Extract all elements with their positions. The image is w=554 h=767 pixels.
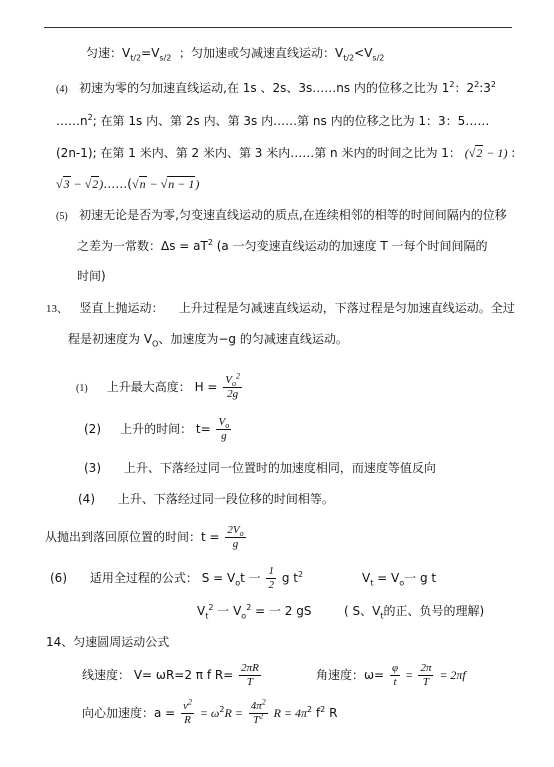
text: = V xyxy=(373,571,400,585)
item-5-line-2 xyxy=(77,238,488,254)
fraction xyxy=(239,662,261,689)
sup: 2 xyxy=(219,705,225,714)
sub: o xyxy=(235,578,241,588)
text: :3 xyxy=(479,81,491,95)
denominator: R xyxy=(184,714,191,726)
text: − xyxy=(146,177,161,191)
numerator: V xyxy=(225,374,233,386)
rise-time-formula xyxy=(84,414,233,444)
fraction xyxy=(225,524,245,551)
paren: ) xyxy=(503,146,508,160)
item-number: (4) xyxy=(56,84,68,95)
numerator: 4π xyxy=(250,700,262,712)
sup: 2 xyxy=(297,570,304,579)
text: − 1 xyxy=(483,146,504,160)
sup: 2 xyxy=(261,697,266,707)
sup: 2 xyxy=(259,711,264,721)
sub: o xyxy=(241,611,247,621)
sqrt-expression: (√2 − 1) xyxy=(464,146,508,160)
text: ……( xyxy=(103,177,132,191)
numerator: 2πR xyxy=(241,662,259,674)
text: 14、匀速圆周运动公式 xyxy=(46,635,170,649)
max-height-formula xyxy=(76,372,244,404)
numerator: 2π xyxy=(420,662,432,674)
denominator: g xyxy=(232,538,239,550)
sign-note xyxy=(344,603,484,619)
text: = ω xyxy=(199,706,220,720)
text: =V xyxy=(141,46,160,60)
item-number: (6) xyxy=(50,571,67,585)
uniform-motion-line xyxy=(86,45,384,61)
sup: 2 xyxy=(208,603,214,612)
text: 的正、负号的理解) xyxy=(383,604,485,618)
text: − xyxy=(70,177,85,191)
denominator: T xyxy=(422,676,430,688)
item-number: (2) xyxy=(84,422,101,436)
numerator: 1 xyxy=(268,565,274,577)
item-number: (3) xyxy=(84,461,101,475)
section-13-title xyxy=(46,300,515,317)
sup: 2 xyxy=(490,80,496,89)
item-number: (4) xyxy=(78,492,95,506)
fraction xyxy=(223,371,242,401)
fraction xyxy=(181,697,194,727)
item-3-line xyxy=(84,460,436,476)
text: 上升过程是匀减速直线运动，下落过程是匀加速直线运动。全过 xyxy=(178,301,515,315)
item-4-line-4 xyxy=(56,176,199,192)
sup: 2 xyxy=(207,238,213,247)
sup: 2 xyxy=(87,113,93,122)
denominator: t xyxy=(393,676,397,688)
radicand: n − 1 xyxy=(168,177,195,191)
paren: ) xyxy=(99,177,104,191)
item-4-line-2 xyxy=(56,113,489,129)
fraction xyxy=(249,697,268,727)
sup: 2 xyxy=(449,80,455,89)
sqrt-expression: √3 − √2) xyxy=(56,177,104,191)
radicand: n xyxy=(139,177,146,191)
radicand: 2 xyxy=(476,146,483,160)
text: (2n-1); 在第 1 米内、第 2 米内、第 3 米内……第 n 米内的时间之比为 1： xyxy=(56,146,461,160)
sub: t/2 xyxy=(130,53,142,63)
item-4-equal-time-line xyxy=(78,491,334,507)
denominator: g xyxy=(221,430,227,442)
text: ……n xyxy=(56,114,88,128)
numerator: V xyxy=(218,416,226,428)
section-number: 13、 xyxy=(46,303,68,315)
text: ( S、V xyxy=(344,604,381,618)
sup: 2 xyxy=(320,705,326,714)
sub: t xyxy=(380,611,384,621)
sub: t xyxy=(370,578,374,588)
text: : xyxy=(507,146,516,160)
linear-velocity-formula xyxy=(82,660,263,690)
text: 初速为零的匀加速直线运动,在 1s 、2s、3s……ns 内的位移之比为 1 xyxy=(79,81,450,95)
item-5-line-1 xyxy=(56,207,507,225)
text: g t xyxy=(281,571,298,585)
text: V xyxy=(197,604,206,618)
numerator: v xyxy=(183,700,188,712)
sub: o xyxy=(232,379,237,389)
text: 从抛出到落回原位置的时间：t = xyxy=(45,530,220,544)
sup: 2 xyxy=(187,697,192,707)
sub: o xyxy=(239,529,244,539)
velocity-formula xyxy=(362,570,436,586)
header-rule xyxy=(44,27,512,28)
sub: o xyxy=(399,578,405,588)
fraction xyxy=(216,416,231,443)
sub: s/2 xyxy=(372,53,385,63)
sup: 2 xyxy=(474,80,480,89)
text: 、加速度为−g 的匀减速直线运动。 xyxy=(158,332,348,346)
item-number: (5) xyxy=(56,211,68,222)
text: 上升、下落经过同一位置时的加速度相同，而速度等值反向 xyxy=(123,461,436,475)
sub: t/2 xyxy=(343,53,355,63)
text: f xyxy=(312,706,321,720)
paren: ) xyxy=(195,177,200,191)
paren: ( xyxy=(464,146,469,160)
angular-velocity-formula xyxy=(316,660,466,690)
numerator: φ xyxy=(391,662,399,674)
radicand: 2 xyxy=(92,177,99,191)
section-14-title xyxy=(46,634,169,650)
text: 匀速：V xyxy=(86,46,131,60)
text: 竖直上抛运动： xyxy=(79,301,164,315)
fraction xyxy=(266,565,276,592)
whole-process-formula xyxy=(50,563,303,593)
text: 之差为一常数：Δs = aT xyxy=(77,239,208,253)
text: ：2 xyxy=(454,81,475,95)
text: 初速无论是否为零,匀变速直线运动的质点,在连续相邻的相等的时间间隔内的位移 xyxy=(79,208,507,222)
denominator: T xyxy=(253,714,260,726)
sub: o xyxy=(225,421,230,431)
section-13-line-2 xyxy=(68,331,348,347)
sup: 2 xyxy=(307,705,313,714)
numerator: 2V xyxy=(227,524,240,536)
text: <V xyxy=(354,46,373,60)
text: 上升最大高度： H = xyxy=(106,380,218,394)
denominator: T xyxy=(246,676,254,688)
text: 上升的时间： t= xyxy=(120,422,211,436)
sub: O xyxy=(152,339,159,349)
text: 角速度：ω= xyxy=(316,668,385,682)
radicand: 3 xyxy=(63,177,70,191)
text: 一 g t xyxy=(404,571,437,585)
fraction xyxy=(418,662,433,689)
sup: 2 xyxy=(236,371,241,381)
item-5-line-3 xyxy=(77,268,106,284)
sqrt-expression: √n − √n − 1) xyxy=(131,177,200,191)
fraction xyxy=(390,662,400,689)
text: 时间) xyxy=(77,269,106,283)
text: = 一 2 gS xyxy=(251,604,312,618)
sup: 2 xyxy=(246,603,252,612)
text: R xyxy=(325,706,338,720)
text: t 一 xyxy=(240,571,261,585)
text: R = xyxy=(224,706,243,720)
denominator: 2 xyxy=(268,579,274,591)
text: = xyxy=(405,668,413,682)
text: 适用全过程的公式： S = V xyxy=(89,571,236,585)
item-4-line-1 xyxy=(56,80,496,98)
total-time-formula xyxy=(45,522,248,552)
text: 线速度： V= ωR=2 π f R= xyxy=(82,668,234,682)
text: 一 V xyxy=(213,604,242,618)
text: V xyxy=(362,571,371,585)
item-4-line-3 xyxy=(56,145,515,161)
sub: s/2 xyxy=(159,53,172,63)
sub: t xyxy=(205,611,209,621)
text: = 2πf xyxy=(439,668,466,682)
velocity-squared-formula xyxy=(197,603,311,619)
text: ；匀加速或匀减速直线运动：V xyxy=(179,46,344,60)
text: 程是初速度为 V xyxy=(68,332,153,346)
text: R = 4π xyxy=(273,706,308,720)
item-number: (1) xyxy=(76,383,88,394)
denominator: 2g xyxy=(227,388,239,400)
centripetal-acceleration-formula xyxy=(82,698,337,728)
text: 上升、下落经过同一段位移的时间相等。 xyxy=(117,492,334,506)
text: 向心加速度：a = xyxy=(82,706,176,720)
text: (a 一匀变速直线运动的加速度 T 一每个时间间隔的 xyxy=(212,239,488,253)
text: ; 在第 1s 内、第 2s 内、第 3s 内……第 ns 内的位移之比为 1：3：5…… xyxy=(92,114,490,128)
